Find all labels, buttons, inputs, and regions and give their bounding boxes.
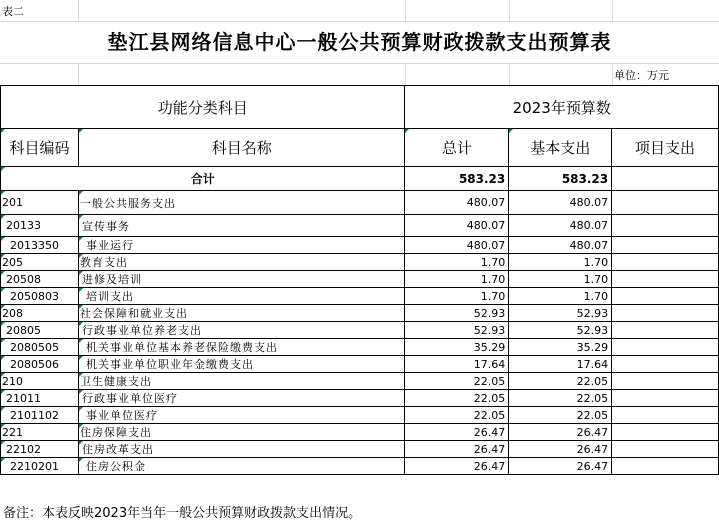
row-project — [612, 322, 719, 339]
table-row — [1, 191, 719, 215]
row-total: 1.70 — [405, 288, 509, 305]
year-budget-header: 2023年预算数 — [405, 86, 719, 129]
table-row — [1, 424, 719, 441]
row-total: 480.07 — [405, 191, 509, 215]
project-header: 项目支出 — [612, 129, 719, 167]
row-code: 2050803 — [1, 288, 79, 305]
unit-label: 单位：万元 — [614, 69, 669, 82]
table-row — [1, 458, 719, 475]
row-basic: 22.05 — [509, 390, 612, 407]
row-name: 行政事业单位养老支出 — [78, 322, 405, 339]
total-row-total: 583.23 — [405, 167, 509, 191]
row-code: 20133 — [1, 215, 79, 237]
row-name: 培训支出 — [78, 288, 405, 305]
row-code: 20508 — [1, 271, 79, 288]
row-total: 35.29 — [405, 339, 509, 356]
row-basic: 1.70 — [509, 288, 612, 305]
total-header: 总计 — [405, 129, 509, 167]
row-code: 2080506 — [1, 356, 79, 373]
row-name: 一般公共服务支出 — [78, 191, 405, 215]
row-name: 社会保障和就业支出 — [78, 305, 405, 322]
table-row — [1, 215, 719, 237]
row-total: 52.93 — [405, 322, 509, 339]
table-row — [1, 373, 719, 390]
row-project — [612, 390, 719, 407]
table-row — [1, 271, 719, 288]
table-row — [1, 322, 719, 339]
row-project — [612, 407, 719, 424]
basic-header: 基本支出 — [509, 129, 612, 167]
row-name: 教育支出 — [78, 254, 405, 271]
row-code: 20805 — [1, 322, 79, 339]
row-basic: 52.93 — [509, 305, 612, 322]
table-row — [1, 356, 719, 373]
table-row — [1, 305, 719, 322]
table-row — [1, 288, 719, 305]
row-basic: 1.70 — [509, 254, 612, 271]
header-row-2 — [1, 129, 719, 167]
row-name: 宣传事务 — [78, 215, 405, 237]
row-code: 208 — [1, 305, 79, 322]
row-total: 26.47 — [405, 441, 509, 458]
row-project — [612, 191, 719, 215]
row-total: 26.47 — [405, 424, 509, 441]
code-header: 科目编码 — [1, 129, 79, 167]
table-tag: 表二 — [2, 5, 24, 18]
row-total: 17.64 — [405, 356, 509, 373]
total-row-basic: 583.23 — [509, 167, 612, 191]
row-name: 住房保障支出 — [78, 424, 405, 441]
row-project — [612, 215, 719, 237]
row-name: 住房改革支出 — [78, 441, 405, 458]
row-project — [612, 424, 719, 441]
row-project — [612, 339, 719, 356]
budget-table — [0, 85, 719, 475]
header-row-1 — [1, 86, 719, 129]
row-project — [612, 441, 719, 458]
row-basic: 52.93 — [509, 322, 612, 339]
row-project — [612, 271, 719, 288]
row-basic: 1.70 — [509, 271, 612, 288]
row-name: 事业单位医疗 — [78, 407, 405, 424]
row-name: 行政事业单位医疗 — [78, 390, 405, 407]
name-header: 科目名称 — [78, 129, 405, 167]
row-code: 2210201 — [1, 458, 79, 475]
row-basic: 480.07 — [509, 191, 612, 215]
row-code: 210 — [1, 373, 79, 390]
row-code: 205 — [1, 254, 79, 271]
row-total: 1.70 — [405, 271, 509, 288]
row-total: 22.05 — [405, 407, 509, 424]
row-code: 2080505 — [1, 339, 79, 356]
row-code: 2101102 — [1, 407, 79, 424]
row-project — [612, 458, 719, 475]
row-code: 201 — [1, 191, 79, 215]
row-code: 221 — [1, 424, 79, 441]
table-row — [1, 407, 719, 424]
row-basic: 480.07 — [509, 215, 612, 237]
row-code: 2013350 — [1, 237, 79, 254]
row-basic: 35.29 — [509, 339, 612, 356]
row-total: 480.07 — [405, 215, 509, 237]
row-name: 进修及培训 — [78, 271, 405, 288]
row-total: 22.05 — [405, 373, 509, 390]
row-basic: 26.47 — [509, 441, 612, 458]
row-name: 住房公积金 — [78, 458, 405, 475]
row-basic: 22.05 — [509, 407, 612, 424]
row-basic: 17.64 — [509, 356, 612, 373]
row-name: 机关事业单位基本养老保险缴费支出 — [78, 339, 405, 356]
row-project — [612, 305, 719, 322]
table-row — [1, 390, 719, 407]
table-row — [1, 254, 719, 271]
row-code: 22102 — [1, 441, 79, 458]
row-project — [612, 288, 719, 305]
row-total: 480.07 — [405, 237, 509, 254]
row-total: 26.47 — [405, 458, 509, 475]
row-code: 21011 — [1, 390, 79, 407]
row-basic: 26.47 — [509, 458, 612, 475]
row-basic: 22.05 — [509, 373, 612, 390]
total-label: 合计 — [1, 167, 405, 191]
table-row — [1, 441, 719, 458]
table-row — [1, 339, 719, 356]
row-total: 1.70 — [405, 254, 509, 271]
row-basic: 26.47 — [509, 424, 612, 441]
func-category-header: 功能分类科目 — [1, 86, 405, 129]
row-total: 22.05 — [405, 390, 509, 407]
page-title: 垫江县网络信息中心一般公共预算财政拨款支出预算表 — [107, 30, 612, 54]
total-row — [1, 167, 719, 191]
table-row — [1, 237, 719, 254]
row-project — [612, 254, 719, 271]
row-project — [612, 373, 719, 390]
row-name: 机关事业单位职业年金缴费支出 — [78, 356, 405, 373]
row-name: 事业运行 — [78, 237, 405, 254]
row-project — [612, 237, 719, 254]
row-total: 52.93 — [405, 305, 509, 322]
row-project — [612, 356, 719, 373]
footnote: 备注：本表反映2023年当年一般公共预算财政拨款支出情况。 — [3, 506, 362, 521]
total-row-project — [612, 167, 719, 191]
row-basic: 480.07 — [509, 237, 612, 254]
row-name: 卫生健康支出 — [78, 373, 405, 390]
